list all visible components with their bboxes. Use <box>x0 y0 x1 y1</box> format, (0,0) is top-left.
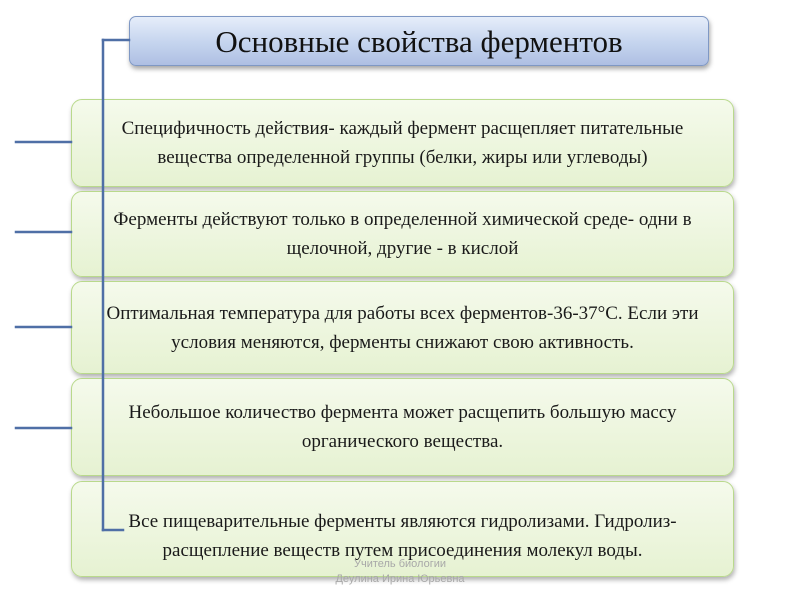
footer-line: Деулина Ирина Юрьевна <box>335 573 465 585</box>
property-text: Специфичность действия- каждый фермент расщепляет питательные вещества определенной группы (белки, жиры или углеводы) <box>121 118 684 168</box>
property-text: Оптимальная температура для работы всех ферментов-36-37°С. Если эти условия меняются, ферменты снижают свою активность. <box>106 302 699 353</box>
property-box-small-amount <box>71 378 734 476</box>
diagram-title: Основные свойства ферментов <box>215 23 623 59</box>
footer-credit <box>300 557 500 587</box>
property-box-chemical-environment <box>71 191 734 277</box>
title-box <box>129 16 709 66</box>
property-text: Небольшое количество фермента может расщепить большую массу органического вещества. <box>128 402 677 452</box>
property-box-specificity <box>71 99 734 187</box>
property-text: Все пищеварительные ферменты являются гидролизами. Гидролиз- расщепление веществ путем присоединения молекул воды. <box>128 511 677 561</box>
footer-line: Учитель биологии <box>353 558 447 570</box>
property-box-optimal-temperature <box>71 281 734 374</box>
property-text: Ферменты действуют только в определенной химической среде- одни в щелочной, другие - в кислой <box>113 209 692 259</box>
